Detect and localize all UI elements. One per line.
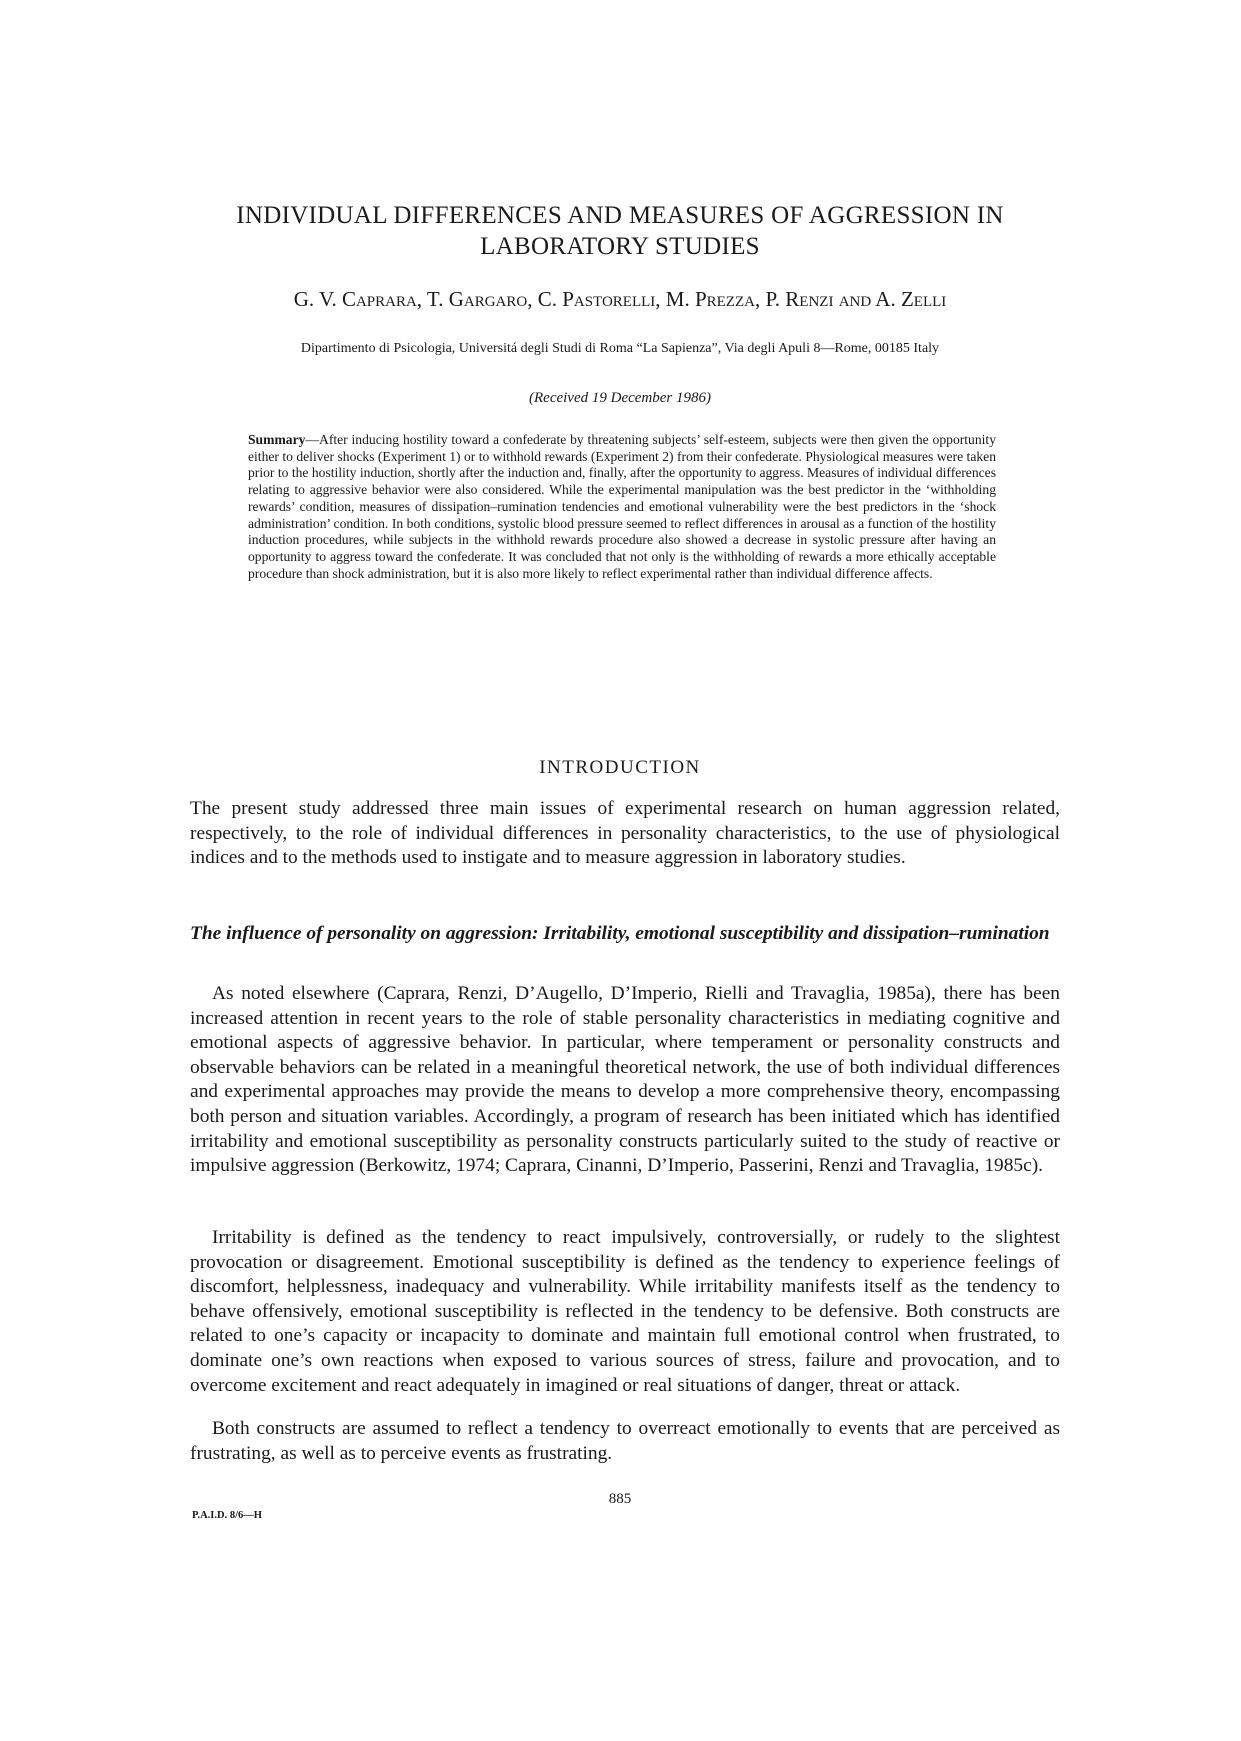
journal-code: P.A.I.D. 8/6—H — [192, 1510, 262, 1521]
abstract-text: —After inducing hostility toward a confederate by threatening subjects’ self-esteem, subjects were then given the opportunity either to deliver shocks (Experiment 1) or to withhold rewards (Experiment 2) from their confederate. Physiological measures were taken prior to the hostility induction, shortly after the induction and, finally, after the opportunity to aggress. Measures of individual differences relating to aggressive behavior were also considered. While the experimental manipulation was the best predictor in the ‘withholding rewards’ condition, measures of dissipation–rumination tendencies and emotional vulnerability were the best predictors in the ‘shock administration’ condition. In both conditions, systolic blood pressure seemed to reflect differences in arousal as a function of the hostility induction procedures, while subjects in the withhold rewards procedure also showed a decrease in systolic pressure after having an opportunity to aggress toward the confederate. It was concluded that not only is the withholding of rewards a more ethically acceptable procedure than shock administration, but it is also more likely to reflect experimental rather than individual difference affects. — [248, 432, 996, 581]
author-affiliation: Dipartimento di Psicologia, Universitá degli Studi di Roma “La Sapienza”, Via degli Apuli 8—Rome, 00185 Italy — [300, 341, 940, 356]
introduction-heading: INTRODUCTION — [539, 757, 701, 778]
abstract-label: Summary — [248, 432, 306, 447]
received-date: (Received 19 December 1986) — [529, 390, 711, 406]
subsection-heading: The influence of personality on aggression: Irritability, emotional susceptibility and dissipation–rumination — [190, 923, 1050, 944]
page-number: 885 — [608, 1491, 632, 1507]
subsection-paragraph-1: As noted elsewhere (Caprara, Renzi, D’Augello, D’Imperio, Rielli and Travaglia, 1985a), there has been increased attention in recent years to the role of stable personality characteristics in mediating cognitive and emotional aspects of aggressive behavior. In particular, where temperament or personality constructs and observable behaviors can be related in a meaningful theoretical network, the use of both individual differences and experimental approaches may provide the means to develop a more comprehensive theory, encompassing both person and situation variables. Accordingly, a program of research has been initiated which has identified irritability and emotional susceptibility as personality constructs particularly suited to the study of reactive or impulsive aggression (Berkowitz, 1974; Caprara, Cinanni, D’Imperio, Passerini, Renzi and Travaglia, 1985c). — [190, 983, 1060, 1177]
subsection-paragraph-2: Irritability is defined as the tendency to react impulsively, controversially, or rudely to the slightest provocation or disagreement. Emotional susceptibility is defined as the tendency to experience feelings of discomfort, helplessness, inadequacy and vulnerability. While irritability manifests itself as the tendency to behave offensively, emotional susceptibility is reflected in the tendency to be defensive. Both constructs are related to one’s capacity or incapacity to dominate and maintain full emotional control when frustrated, to dominate one’s own reactions when exposed to various sources of stress, failure and provocation, and to overcome excitement and react adequately in imagined or real situations of danger, threat or attack. — [190, 1227, 1060, 1396]
subsection-paragraph-3: Both constructs are assumed to reflect a tendency to overreact emotionally to events that are perceived as frustrating, as well as to perceive events as frustrating. — [190, 1418, 1060, 1464]
introduction-paragraph: The present study addressed three main issues of experimental research on human aggression related, respectively, to the role of individual differences in personality characteristics, to the use of physiological indices and to the methods used to instigate and to measure aggression in laboratory studies. — [190, 798, 1060, 869]
author-list: G. V. Caprara, T. Gargaro, C. Pastorelli, M. Prezza, P. Renzi and A. Zelli — [293, 287, 947, 311]
abstract — [248, 432, 996, 582]
paper-title: INDIVIDUAL DIFFERENCES AND MEASURES OF AGGRESSION IN LABORATORY STUDIES — [236, 202, 1004, 260]
